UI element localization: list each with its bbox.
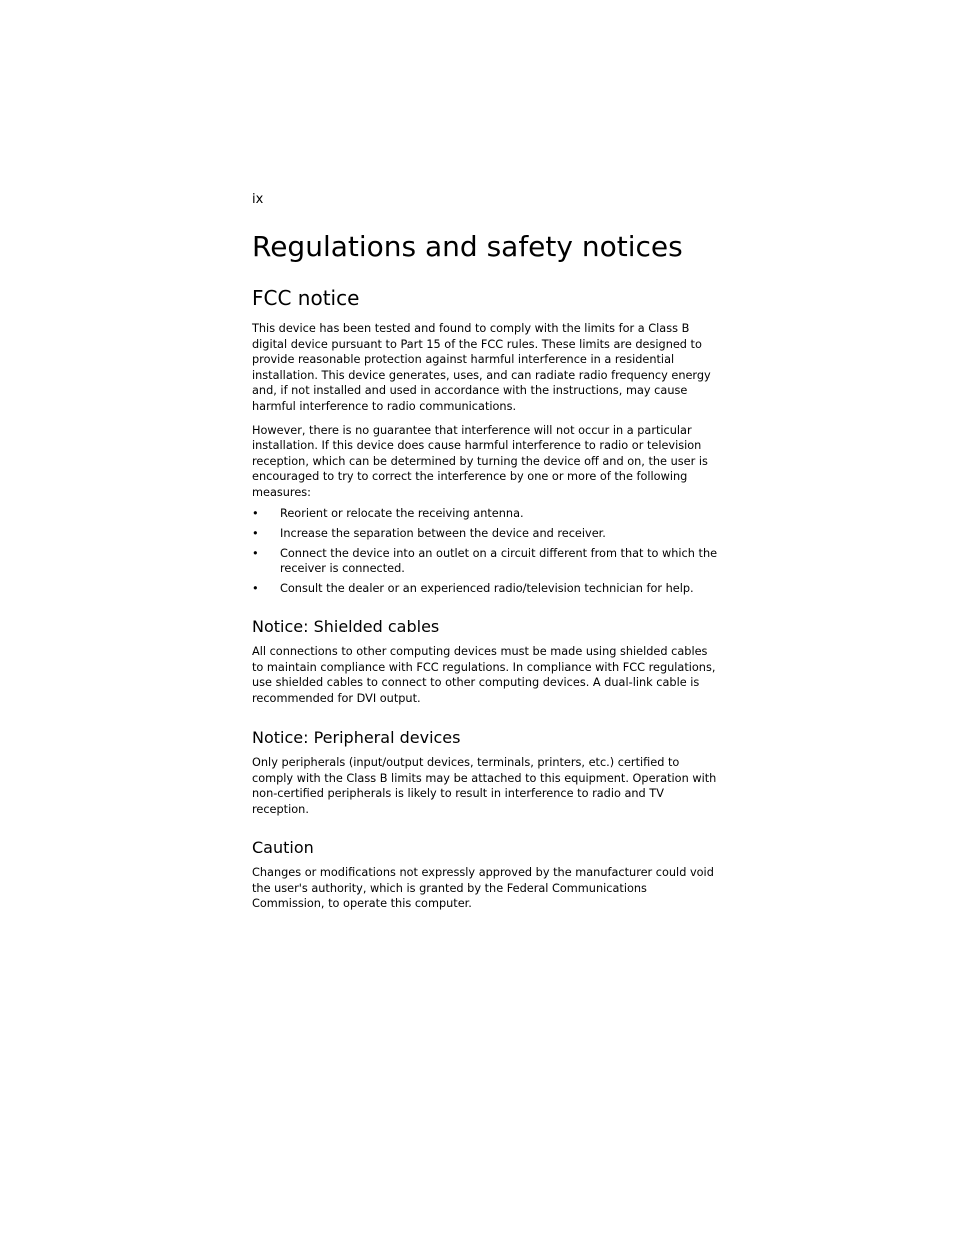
bullet-icon: • [252, 526, 259, 540]
list-item-text: Reorient or relocate the receiving antenna. [280, 506, 524, 520]
peripheral-devices-text: Only peripherals (input/output devices, terminals, printers, etc.) certified to comply with the Class B limits may be attached to this equipment. Operation with non-certified peripherals is likely to result in interference to radio and TV reception. [252, 756, 717, 816]
caution-text: Changes or modifications not expressly approved by the manufacturer could void the user's authority, which is granted by the Federal Communications Commission, to operate this computer. [252, 866, 714, 911]
list-item [252, 506, 722, 522]
bullet-icon: • [252, 506, 259, 520]
list-item [252, 546, 722, 577]
peripheral-devices-section [252, 728, 722, 817]
list-item [252, 581, 722, 597]
list-item-text: Consult the dealer or an experienced radio/television technician for help. [280, 582, 694, 596]
caution-heading: Caution [252, 838, 314, 857]
bullet-icon: • [252, 546, 259, 560]
shielded-cables-section [252, 617, 722, 706]
list-item [252, 526, 722, 542]
fcc-paragraph-2: However, there is no guarantee that interference will not occur in a particular installation. If this device does cause harmful interference to radio or television reception, which can be determined by turning the device off and on, the user is encouraged to try to correct the interference by one or more of the following measures: [252, 423, 708, 499]
bullet-icon: • [252, 582, 259, 596]
page-number: ix [252, 192, 264, 207]
shielded-cables-heading: Notice: Shielded cables [252, 617, 440, 636]
list-item-text: Increase the separation between the device and receiver. [280, 526, 606, 540]
peripheral-devices-heading: Notice: Peripheral devices [252, 728, 461, 747]
shielded-cables-text: All connections to other computing devices must be made using shielded cables to maintain compliance with FCC regulations. In compliance with FCC regulations, use shielded cables to connect to other computing devices. A dual-link cable is recommended for DVI output. [252, 645, 716, 705]
fcc-notice-heading: FCC notice [252, 286, 360, 310]
list-item-text: Connect the device into an outlet on a circuit different from that to which the receiver is connected. [280, 546, 718, 576]
caution-section [252, 838, 722, 912]
fcc-measures-list [252, 506, 722, 597]
fcc-paragraph-1: This device has been tested and found to comply with the limits for a Class B digital device pursuant to Part 15 of the FCC rules. These limits are designed to provide reasonable protection against harmful interference in a residential installation. This device generates, uses, and can radiate radio frequency energy and, if not installed and used in accordance with the instructions, may cause harmful interference to radio communications. [252, 322, 711, 413]
page-title: Regulations and safety notices [252, 230, 683, 263]
fcc-notice-section [252, 285, 722, 601]
